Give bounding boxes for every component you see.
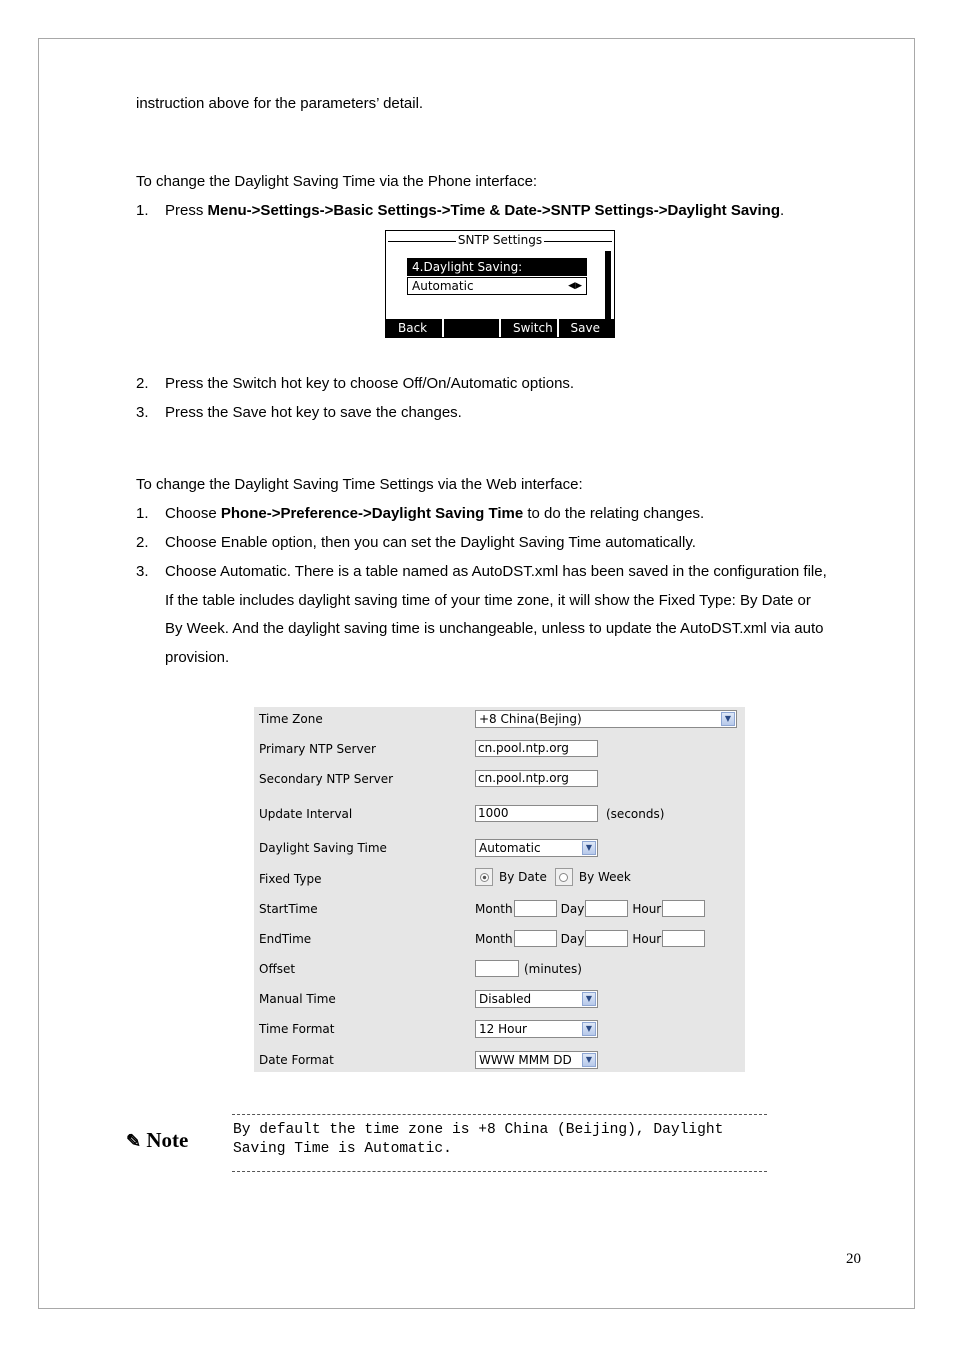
manual-time-label: Manual Time	[259, 992, 336, 1006]
chevron-down-icon: ▼	[582, 1022, 596, 1036]
phone-step-2: 2. Press the Switch hot key to choose Off/On/Automatic options.	[136, 375, 575, 392]
manual-time-select[interactable]: Disabled ▼	[475, 990, 598, 1008]
end-hour-input[interactable]	[662, 930, 705, 947]
intro-line: instruction above for the parameters’ detail.	[136, 95, 424, 112]
softkey-save[interactable]: Save	[559, 319, 615, 337]
secondary-ntp-input[interactable]: cn.pool.ntp.org	[475, 770, 598, 787]
phone-menu-value[interactable]: Automatic ◀▶	[407, 277, 587, 295]
web-settings-panel	[254, 707, 745, 1072]
chevron-down-icon: ▼	[582, 1053, 596, 1067]
time-format-label: Time Format	[259, 1022, 335, 1036]
end-day-input[interactable]	[585, 930, 628, 947]
phone-screen	[385, 230, 615, 338]
start-day-label: Day	[560, 901, 585, 916]
web-step-3-line-3: By Week. And the daylight saving time is unchangeable, unless to update the AutoDST.xml via auto	[165, 620, 824, 637]
end-day-label: Day	[560, 931, 585, 946]
phone-menu-item[interactable]: 4.Daylight Saving:	[407, 258, 587, 276]
start-month-input[interactable]	[514, 900, 557, 917]
start-hour-label: Hour	[632, 901, 662, 916]
phone-softkeys	[386, 319, 614, 337]
time-format-select[interactable]: 12 Hour ▼	[475, 1020, 598, 1038]
web-step-2: 2. Choose Enable option, then you can set the Daylight Saving Time automatically.	[136, 534, 696, 551]
start-hour-input[interactable]	[662, 900, 705, 917]
start-time-label: StartTime	[259, 902, 318, 916]
page-number: 20	[846, 1251, 861, 1267]
daylight-saving-label: Daylight Saving Time	[259, 841, 387, 855]
end-month-label: Month	[475, 931, 513, 946]
by-week-label: By Week	[578, 870, 631, 884]
softkey-switch[interactable]: Switch	[501, 319, 557, 337]
pushpin-icon: ✎	[126, 1131, 142, 1151]
offset-input[interactable]	[475, 960, 519, 977]
offset-unit: (minutes)	[524, 961, 582, 976]
softkey-empty[interactable]	[444, 319, 500, 337]
date-format-select[interactable]: WWW MMM DD ▼	[475, 1051, 598, 1069]
update-interval-label: Update Interval	[259, 807, 353, 821]
update-interval-unit: (seconds)	[606, 806, 665, 821]
date-format-label: Date Format	[259, 1053, 334, 1067]
left-right-arrows-icon: ◀▶	[568, 281, 582, 291]
time-zone-select[interactable]: +8 China(Bejing) ▼	[475, 710, 737, 728]
phone-heading: To change the Daylight Saving Time via the Phone interface:	[136, 173, 538, 190]
end-hour-label: Hour	[632, 931, 662, 946]
phone-step-3: 3. Press the Save hot key to save the changes.	[136, 404, 462, 421]
update-interval-input[interactable]: 1000	[475, 805, 598, 822]
phone-scrollbar	[605, 251, 611, 319]
phone-screen-title: SNTP Settings	[457, 233, 543, 247]
time-zone-label: Time Zone	[259, 712, 323, 726]
daylight-saving-select[interactable]: Automatic ▼	[475, 839, 598, 857]
start-day-input[interactable]	[585, 900, 628, 917]
offset-label: Offset	[259, 962, 296, 976]
chevron-down-icon: ▼	[721, 712, 735, 726]
start-month-label: Month	[475, 901, 513, 916]
web-heading: To change the Daylight Saving Time Settings via the Web interface:	[136, 476, 583, 493]
end-month-input[interactable]	[514, 930, 557, 947]
by-date-label: By Date	[499, 870, 547, 884]
primary-ntp-input[interactable]: cn.pool.ntp.org	[475, 740, 598, 757]
primary-ntp-label: Primary NTP Server	[259, 742, 376, 756]
web-step-3-line-2: If the table includes daylight saving time of your time zone, it will show the Fixed Type: By Date or	[165, 592, 811, 609]
phone-step-1: 1. Press Menu->Settings->Basic Settings->Time & Date->SNTP Settings->Daylight Saving.	[136, 202, 785, 219]
fixed-type-label: Fixed Type	[259, 872, 322, 886]
softkey-back[interactable]: Back	[386, 319, 442, 337]
secondary-ntp-label: Secondary NTP Server	[259, 772, 394, 786]
by-week-radio[interactable]	[555, 868, 573, 886]
chevron-down-icon: ▼	[582, 841, 596, 855]
web-step-3-line-4: provision.	[165, 649, 230, 666]
note-heading: ✎ Note	[126, 1128, 189, 1152]
note-box	[232, 1114, 767, 1172]
web-step-3: 3. Choose Automatic. There is a table named as AutoDST.xml has been saved in the configuration file,	[136, 563, 827, 580]
by-date-radio[interactable]	[475, 868, 493, 886]
chevron-down-icon: ▼	[582, 992, 596, 1006]
end-time-label: EndTime	[259, 932, 312, 946]
web-step-1: 1. Choose Phone->Preference->Daylight Saving Time to do the relating changes.	[136, 505, 705, 522]
note-text: By default the time zone is +8 China (Beijing), Daylight Saving Time is Automatic.	[233, 1122, 724, 1157]
